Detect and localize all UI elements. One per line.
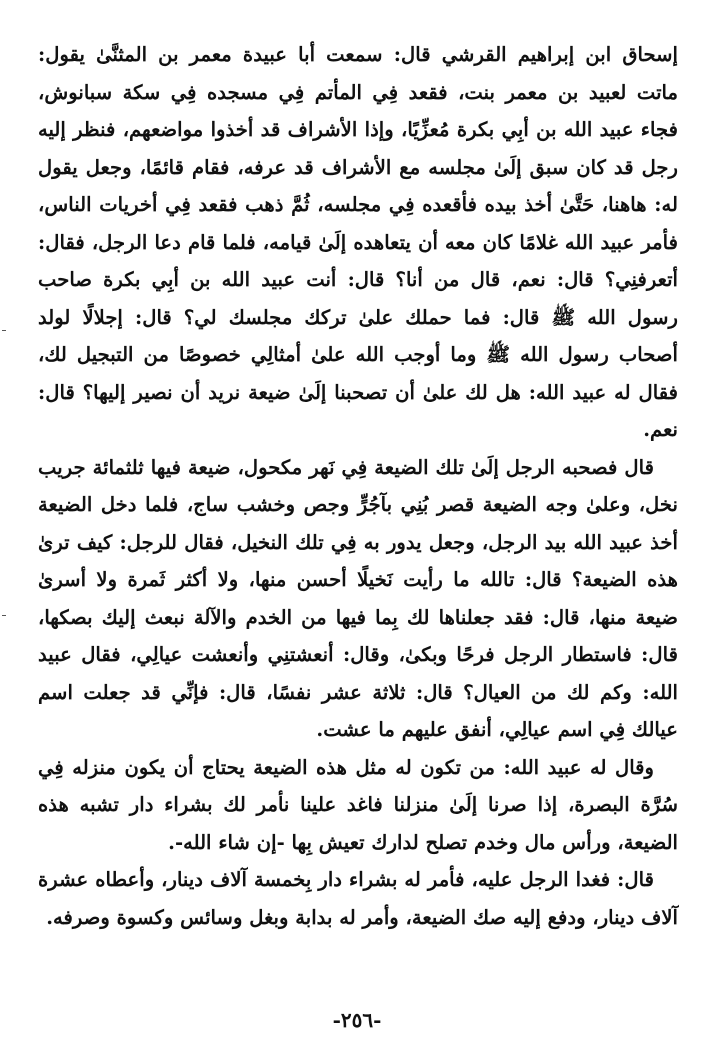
paragraph-2: قال فصحبه الرجل إلَىٰ تلك الضيعة فِي نَهر مكحول، ضيعة فيها ثلثمائة جريب نخل، وعلىٰ وجه الضيعة قصر بُنِي بآجُرٍّ وجص وخشب ساج، فلما دخل الضيعة أخذ عبيد الله بيد الرجل، وجعل يدور به فِي تلك النخيل، فقال للرجل: كيف ترىٰ هذه الضيعة؟ قال: تالله ما رأيت نَخيلًا أحسن منها، ولا أكثر ثَمرة ولا أسرىٰ ضيعة منها، قال: فقد جعلناها لك بِما فيها من الخدم والآلة نبعث إليك بصكها، قال: فاستطار الرجل فرحًا وبكىٰ، وقال: أنعشتنِي وأنعشت عيالِي، فقال عبيد الله: وكم لك من العيال؟ قال: ثلاثة عشر نفسًا، قال: فإنِّي قد جعلت اسم عيالك فِي اسم عيالِي، أنفق عليهم ما عشت. <box>38 455 678 741</box>
paragraph-3: وقال له عبيد الله: من تكون له مثل هذه الضيعة يحتاج أن يكون منزله فِي سُرَّة البصرة، إذا صرنا إلَىٰ منزلنا فاغد علينا نأمر لك بشراء دار تشبه هذه الضيعة، ورأس مال وخدم تصلح لدارك تعيش بِها -إن شاء الله-. <box>38 755 678 854</box>
scan-edge-mark <box>2 615 6 616</box>
page-number: -٢٥٦- <box>332 1008 382 1032</box>
paragraph-1: إسحاق ابن إبراهيم القرشي قال: سمعت أبا عبيدة معمر بن المثنَّىٰ يقول: ماتت لعبيد بن معمر بنت، فقعد فِي المأتم فِي مسجده فِي سكة سبانوش، فجاء عبيد الله بن أبِي بكرة مُعزِّيًا، وإذا الأشراف قد أخذوا مواضعهم، فنظر إليه رجل قد كان سبق إلَىٰ مجلسه مع الأشراف قد عرفه، فقام قائمًا، وجعل يقول له: هاهنا، حَتَّىٰ أخذ بيده فأقعده فِي مجلسه، ثُمَّ ذهب فقعد فِي أخريات الناس، فأمر عبيد الله غلامًا كان معه أن يتعاهده إلَىٰ قيامه، فلما قام دعا الرجل، فقال: أتعرفنِي؟ قال: نعم، قال من أنا؟ قال: أنت عبيد الله بن أبِي بكرة صاحب رسول الله ﷺ قال: فما حملك علىٰ تركك مجلسك لي؟ قال: إجلالًا لولد أصحاب رسول الله ﷺ وما أوجب الله علىٰ أمثالِي خصوصًا من التبجيل لك، فقال له عبيد الله: هل لك علىٰ أن تصحبنا إلَىٰ ضيعة نريد أن نصير إليها؟ قال: نعم. <box>38 43 678 441</box>
scan-edge-mark <box>2 330 6 331</box>
page-body <box>38 36 678 936</box>
paragraph-4: قال: فغدا الرجل عليه، فأمر له بشراء دار بِخمسة آلاف دينار، وأعطاه عشرة آلاف دينار، ودفع إليه صك الضيعة، وأمر له بدابة وبغل وسائس وكسوة وصرفه. <box>38 868 678 929</box>
